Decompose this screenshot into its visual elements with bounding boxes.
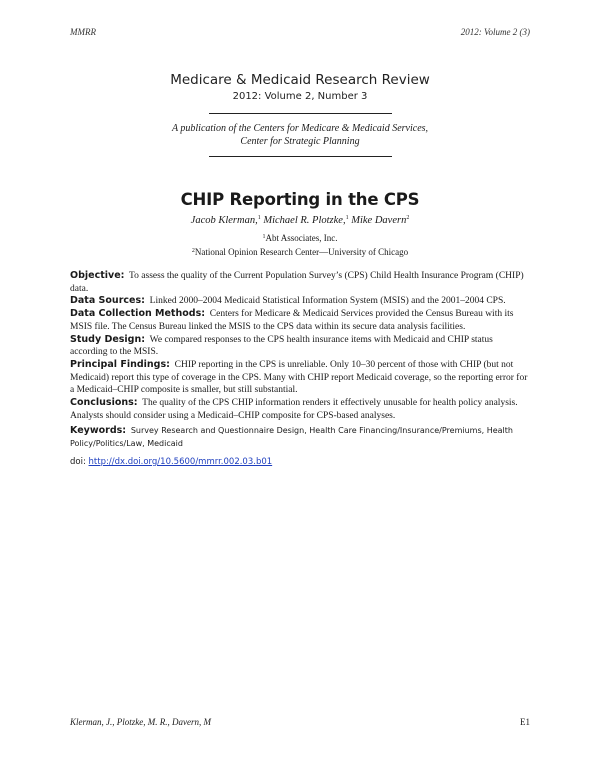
page-number: E1 bbox=[520, 717, 530, 727]
abstract-text: The quality of the CPS CHIP information renders it effectively unusable for health policy analysis. Analysts should consider using a Medicaid–CHIP composite for CPS-based analyses. bbox=[70, 398, 518, 421]
doi-label: doi: bbox=[70, 456, 86, 467]
abstract-text: Centers for Medicare & Medicaid Services provided the Census Bureau with its MSIS file. The Census Bureau linked the MSIS to the CPS data within its secure data analysis facilities. bbox=[70, 309, 514, 332]
affiliation-1 bbox=[0, 233, 600, 243]
abstract-objective bbox=[70, 270, 530, 295]
header-volume: 2012: Volume 2 (3) bbox=[460, 27, 530, 37]
abstract-label: Objective: bbox=[70, 270, 125, 281]
keywords bbox=[70, 425, 530, 450]
abstract-study-design bbox=[70, 334, 530, 359]
article-title: CHIP Reporting in the CPS bbox=[180, 190, 420, 209]
author-name: Mike Davern bbox=[351, 215, 407, 226]
journal-issue: 2012: Volume 2, Number 3 bbox=[232, 91, 368, 102]
author-affiliation-mark: 1 bbox=[257, 215, 261, 221]
author-affiliation-mark: 2 bbox=[406, 215, 410, 221]
abstract-label: Study Design: bbox=[70, 333, 146, 345]
abstract-data-sources bbox=[70, 295, 530, 308]
abstract-text: To assess the quality of the Current Population Survey’s (CPS) Child Health Insurance Program (CHIP) data. bbox=[70, 271, 524, 294]
publication-line-1: A publication of the Centers for Medicare & Medicaid Services, bbox=[171, 123, 429, 134]
masthead-rule-top bbox=[209, 113, 392, 114]
affiliation-mark: 1 bbox=[262, 234, 266, 240]
abstract-label: Data Sources: bbox=[70, 295, 145, 307]
abstract-label: Principal Findings: bbox=[70, 358, 170, 370]
author-name: Jacob Klerman, bbox=[190, 215, 258, 226]
abstract-label: Data Collection Methods: bbox=[70, 308, 206, 320]
publication-line-2: Center for Strategic Planning bbox=[240, 136, 360, 147]
journal-title: Medicare & Medicaid Research Review bbox=[170, 72, 430, 88]
masthead-rule-bottom bbox=[209, 156, 392, 157]
abstract-text: We compared responses to the CPS health insurance items with Medicaid and CHIP status according to the MSIS. bbox=[70, 334, 493, 358]
abstract-label: Conclusions: bbox=[70, 397, 138, 409]
abstract-text: Linked 2000–2004 Medicaid Statistical Information System (MSIS) and the 2001–2004 CPS. bbox=[149, 296, 506, 307]
abstract bbox=[70, 270, 530, 469]
affiliation-text: National Opinion Research Center—University of Chicago bbox=[194, 247, 409, 257]
running-header bbox=[70, 27, 530, 37]
keywords-text: Survey Research and Questionnaire Design, Health Care Financing/Insurance/Premiums, Health Policy/Politics/Law, Medicaid bbox=[70, 426, 513, 449]
affiliation-text: Abt Associates, Inc. bbox=[265, 233, 338, 243]
header-journal-abbrev: MMRR bbox=[70, 27, 96, 37]
doi-link[interactable]: http://dx.doi.org/10.5600/mmrr.002.03.b01 bbox=[88, 456, 273, 467]
author-list bbox=[0, 215, 600, 226]
affiliation-mark: 2 bbox=[191, 248, 195, 254]
abstract-findings bbox=[70, 359, 530, 397]
page-footer bbox=[70, 717, 530, 727]
doi bbox=[70, 456, 530, 469]
affiliation-2 bbox=[0, 247, 600, 257]
footer-authors: Klerman, J., Plotzke, M. R., Davern, M bbox=[70, 717, 211, 727]
abstract-data-collection bbox=[70, 308, 530, 333]
abstract-text: CHIP reporting in the CPS is unreliable. Only 10–30 percent of those with CHIP (but not Medicaid) report this type of coverage in the CPS. Many with CHIP report Medicaid coverage, so the reporting error for a Medicaid–CHIP composite is smaller, but still substantial. bbox=[70, 359, 528, 396]
abstract-conclusions bbox=[70, 397, 530, 422]
masthead bbox=[0, 72, 600, 157]
keywords-label: Keywords: bbox=[70, 425, 127, 437]
author-affiliation-mark: 1 bbox=[345, 215, 349, 221]
publication-statement bbox=[0, 122, 600, 148]
author-name: Michael R. Plotzke, bbox=[263, 215, 346, 226]
